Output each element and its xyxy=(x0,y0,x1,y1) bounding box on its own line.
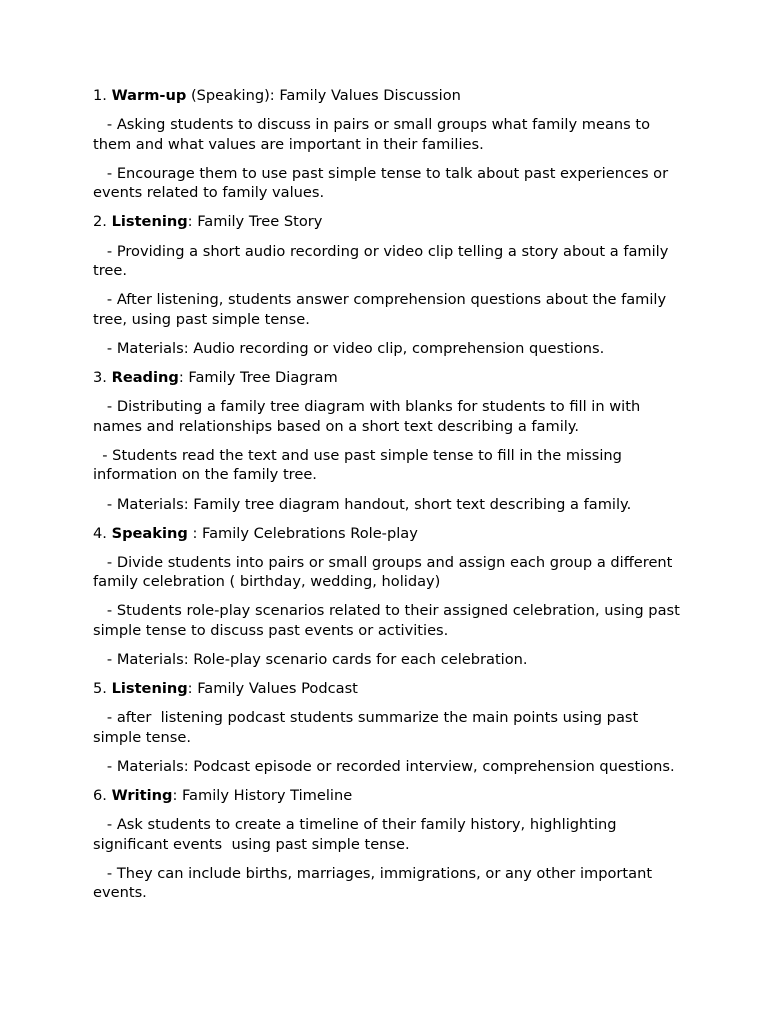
section-heading-6 xyxy=(93,786,681,806)
section-title: Writing xyxy=(111,787,173,805)
section-title: Warm-up xyxy=(111,87,187,104)
document-page xyxy=(93,86,685,913)
section-item: - Materials: Audio recording or video clip, comprehension questions. xyxy=(93,339,605,357)
section-item: - Providing a short audio recording or video clip telling a story about a family tree. xyxy=(93,242,674,280)
section-item: - They can include births, marriages, immigrations, or any other important events. xyxy=(93,864,657,902)
section-heading-2 xyxy=(93,212,681,232)
section-subtitle: : Family Celebrations Role-play xyxy=(187,524,418,542)
section-subtitle: : Family Values Podcast xyxy=(187,680,358,698)
section-title: Listening xyxy=(111,680,188,698)
section-number: 1. xyxy=(93,87,112,104)
section-title: Listening xyxy=(111,213,188,231)
section-number: 2. xyxy=(93,213,112,231)
section-heading-1 xyxy=(93,86,681,106)
section-item: - Materials: Role-play scenario cards for each celebration. xyxy=(93,651,528,669)
section-subtitle: (Speaking): Family Values Discussion xyxy=(186,87,461,104)
section-number: 5. xyxy=(93,680,112,698)
section-number: 3. xyxy=(93,369,112,387)
section-heading-5 xyxy=(93,679,681,699)
section-number: 6. xyxy=(93,787,112,805)
section-title: Reading xyxy=(111,369,179,387)
section-number: 4. xyxy=(93,524,112,542)
section-subtitle: : Family Tree Diagram xyxy=(178,369,338,387)
section-subtitle: : Family Tree Story xyxy=(187,213,323,231)
section-item: - after listening podcast students summarize the main points using past simple tense. xyxy=(93,709,643,746)
section-heading-4 xyxy=(93,524,681,544)
section-item: - Students read the text and use past simple tense to fill in the missing information on the family tree. xyxy=(93,446,627,484)
section-item: - Divide students into pairs or small groups and assign each group a different family celebration ( birthday, wedding, holiday) xyxy=(93,553,678,591)
section-item: - Materials: Family tree diagram handout, short text describing a family. xyxy=(93,495,632,513)
section-item: - Encourage them to use past simple tense to talk about past experiences or events related to family values. xyxy=(93,164,673,202)
section-item: - Materials: Podcast episode or recorded interview, comprehension questions. xyxy=(93,757,675,775)
section-heading-3 xyxy=(93,368,681,388)
section-item: - After listening, students answer comprehension questions about the family tree, using past simple tense. xyxy=(93,291,671,328)
section-title: Speaking xyxy=(111,524,188,542)
section-item: - Distributing a family tree diagram with blanks for students to fill in with names and relationships based on a short text describing a family. xyxy=(93,398,645,435)
section-item: - Ask students to create a timeline of their family history, highlighting significant events using past simple tense. xyxy=(93,816,622,853)
section-item: - Asking students to discuss in pairs or small groups what family means to them and what values are important in their families. xyxy=(93,116,655,153)
section-item: - Students role-play scenarios related to their assigned celebration, using past simple tense to discuss past events or activities. xyxy=(93,602,685,639)
section-subtitle: : Family History Timeline xyxy=(172,787,353,805)
